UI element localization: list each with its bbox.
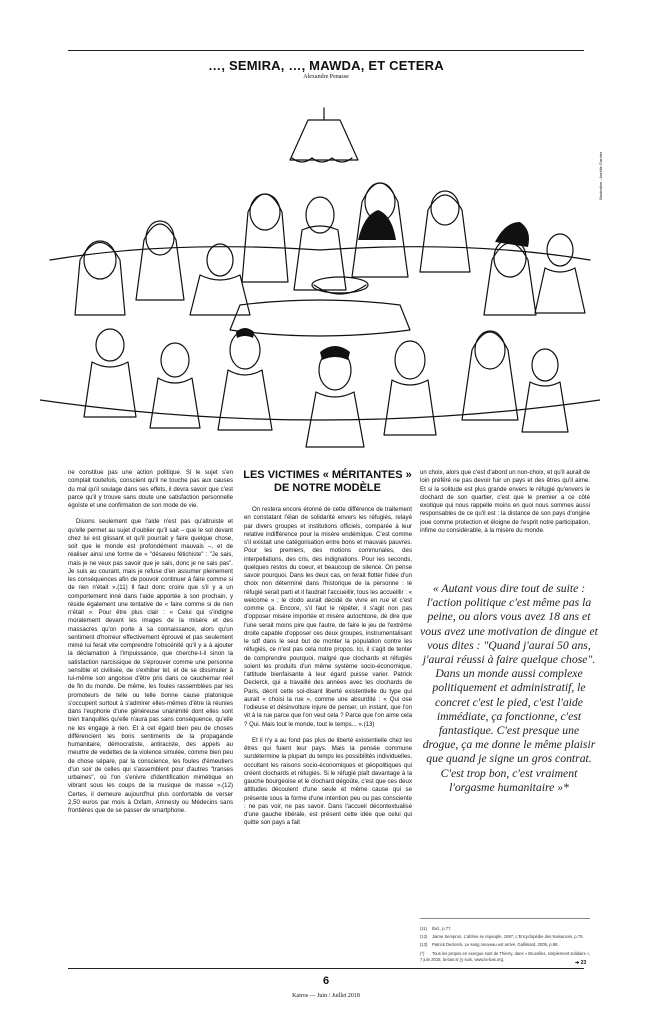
footnote: (11) Ibid., p.77.	[420, 926, 452, 931]
footnote-rule	[420, 918, 590, 919]
author-name: Alexandre Penasse	[303, 74, 349, 80]
section-subhead: LES VICTIMES « MÉRITANTES » DE NOTRE MODÈLE	[243, 469, 412, 494]
paragraph: un choix, alors que c'est d'abord un non-choix, et qu'il aurait de loin préféré ne pas devoir fuir un pays et des êtres qu'il aime. Et si la solitude est plus grande envers le réfugié qu'envers le clochard de son quartier, c'est que le premier a ce côté exotique qui nous rappelle moins en quoi nous sommes aussi responsables de ce qu'il est : la distance de son pays d'origine joue comme protection et éloigne de l'esprit notre participation, infime ou considérable, à la misère du monde.	[420, 469, 590, 534]
paragraph: ne constitue pas une action politique. Si le sujet s'en complait toutefois, conscient qu'il ne touche pas aux causes du mal qu'il soulage dans ses effets, il devra savoir que c'est parce qu'il y trouve sans doute une satisfaction personnelle égoïste et une confirmation de son mode de vie.	[68, 469, 233, 509]
paragraph: On restera encore étonné de cette différence de traitement en constatant l'élan de solidarité envers les réfugiés, relayé par divers groupes et institutions officiels, comparée à leur relative indifférence pour la misère endémique. C'est comme s'il existait une catégorisation entre bons et mauvais pauvres. Pour les premiers, des motions communales, des interpellations, des cris, des indignations. Pour les seconds, quelques restos du coeur, et beaucoup de silence. On pense savoir pourquoi. Dans les deux cas, on ferait flotter l'idée d'un choix non déterminé dans l'historique de la personne : le réfugié serait parti et il faudrait l'accueillir, tous les accueillir : « welcome » ; le clodo aurait décidé de vivre en rue et c'est comme ça. Encore, s'il faut le répéter, il s'agit non pas d'opposer misère importée et misère autochtone, de dire que l'une serait moins pire que l'autre, de faire le jeu de l'extrême droite capable d'opposer ces deux groupes, instrumentalisant le sdf dans le seul but de monter la population contre les réfugiés, ce n'est pas cela notre propos. Ici, il s'agit de tenter de comprendre pourquoi, malgré que clochards et réfugiés soient les produits d'un même système socio-économique, l'attitude bienfaisante à leur égard puisse varier. Patrick Declerck, qui a travaillé des années avec les clochards de Paris, décrit cette soi-disant liberté existentielle du type qui aurait « choisi la rue », comme une absurdité : « Qui ose l'odieuse et désinvolture injure de penser, un instant, que l'on vit à la rue parce que l'on veut cela ? Parce que l'on aime cela ? Qui. Mais tout le monde, tout le temps... ».(13)	[244, 506, 412, 728]
paragraph: Disons seulement que l'aide n'est pas qu'altruiste et qu'elle permet au sujet d'oublier qu'il sait – que le sol devant chez lui est glissant et qu'il pourrait y faire quelque chose, soit que le monde est profondément mauvais –, et de réaliser ainsi une forme de « "désaveu fétichiste" : "Je sais, mais je ne veux pas savoir que je sais, donc je ne sais pas". Je suis au courant, mais je refuse d'en assumer pleinement les conséquences afin de pouvoir continuer à faire comme si de rien n'était ».(11) Il faut donc croire que s'il y a un comportement inné dans l'aide apportée à son prochain, y réside également une tentative de « faire comme si de rien n'était ». Pour être plus clair : « Celui qui s'indigne moralement devant les images de la misère et des massacres qu'on porte à sa connaissance, alors qu'un sentiment d'horreur effectivement éprouvé et pas seulement mimé lui ferait vite comprendre l'obscénité qu'il y a à ajouter la déclamation à l'impuissance, que cherche-t-il sinon la satisfaction narcissique de s'éprouver comme une personne sensible et civilisée, de s'exhiber tel, et de se dissimuler à lui-même son angoisse d'être pris dans ce cauchemar réel de fin du monde. De même, les foules rassemblées par les promoteurs de telle ou telle bonne cause platonique s'occupent surtout à s'admirer elles-mêmes d'être là réunies dans l'euphorie d'une généreuse unanimité dont elles sont bien tranquilles qu'elle n'aura pas sans conséquence, qu'elle ne les engage à rien. Et à cet égard bien peu de choses différencient les bons sentiments de la propagande humanitaire, démocratiste, antiraciste, des appels au meurtre de vedettes de la violence simulée, comme bien peu de chose sépare, par la conscience, les foules d'émeutiers d'un soir de celles qui s'assemblent pour d'autres "transes urbaines", où l'on s'enivre d'identification mimétique en vibrant sous les coups de la musique de masse ».(12) Certes, il demeure aujourd'hui plus confortable de verser 2,50 euros par mois à Oxfam, Amnesty ou Médecins sans frontières que de se passer de smartphone.	[68, 518, 233, 814]
article-column-2	[244, 506, 412, 954]
article-title: …, SEMIRA, …, MAWDA, ET CETERA	[208, 58, 444, 73]
pull-quote: « Autant vous dire tout de suite : l'action politique c'est même pas la peine, ou alors vous avez 18 ans et vous avez une motivation de dingue et vous dites : "Quand j'aurai 50 ans, j'aurai réussi à faire quelque chose". Dans un monde aussi complexe politiquement et administratif, le concret c'est le pied, c'est l'aide immédiate, ça fonctionne, c'est fantastique. C'est presque une drogue, ça me donne le même plaisir que quand je signe un gros contrat. C'est trop bon, c'est vraiment l'orgasme humanitaire »*	[420, 582, 598, 794]
footnote: (12) Jaime Semprun, L'abîme se repeuple, 1997, L'Encyclopédie des Nuisances, p.75.	[420, 934, 584, 940]
illustration-credit: Illustration : Aurélie Garnier	[598, 151, 603, 200]
footnote: (*) Tous les propos en exergue sont de Thierry, dans « Bruxelles, simplement solidaire », 7 juin 2018, la-bas.si j'y suis, www.la-bas.org.	[420, 950, 591, 962]
paragraph: Et il n'y a au fond pas plus de liberté existentielle chez les êtres qui fuient leur pays. Mais la pensée commune surdétermine la plupart du temps les possibilités individuelles, occultant les raisons socio-économiques et géopolitiques qui créent clochards et réfugiés. Si le réfugié plaît davantage à la gauche bourgeoise et le clochard dégoûte, c'est que ces deux attitudes découlent d'une seule et même cause qui se présente sous la forme d'une intention peu ou pas consciente : ne pas voir, ne pas savoir. Dans l'accueil décontextualisé d'une gauche libérale, est présent cette idée que celui qui quitte son pays a fait	[244, 736, 412, 827]
top-rule	[68, 50, 584, 51]
footer-text: Kairos — Juin / Juillet 2018	[292, 993, 360, 999]
article-column-3	[420, 469, 590, 569]
page-number: 6	[322, 975, 330, 987]
refugees-illustration	[40, 100, 600, 460]
continued-marker: ➔ 23	[575, 960, 587, 966]
footnotes	[420, 926, 592, 965]
article-column-1	[68, 469, 233, 959]
bottom-rule	[68, 968, 584, 969]
footnote: (13) Patrick Declerck, Le sang nouveau est arrivé, Gallimard, 2005, p.88.	[420, 942, 559, 948]
